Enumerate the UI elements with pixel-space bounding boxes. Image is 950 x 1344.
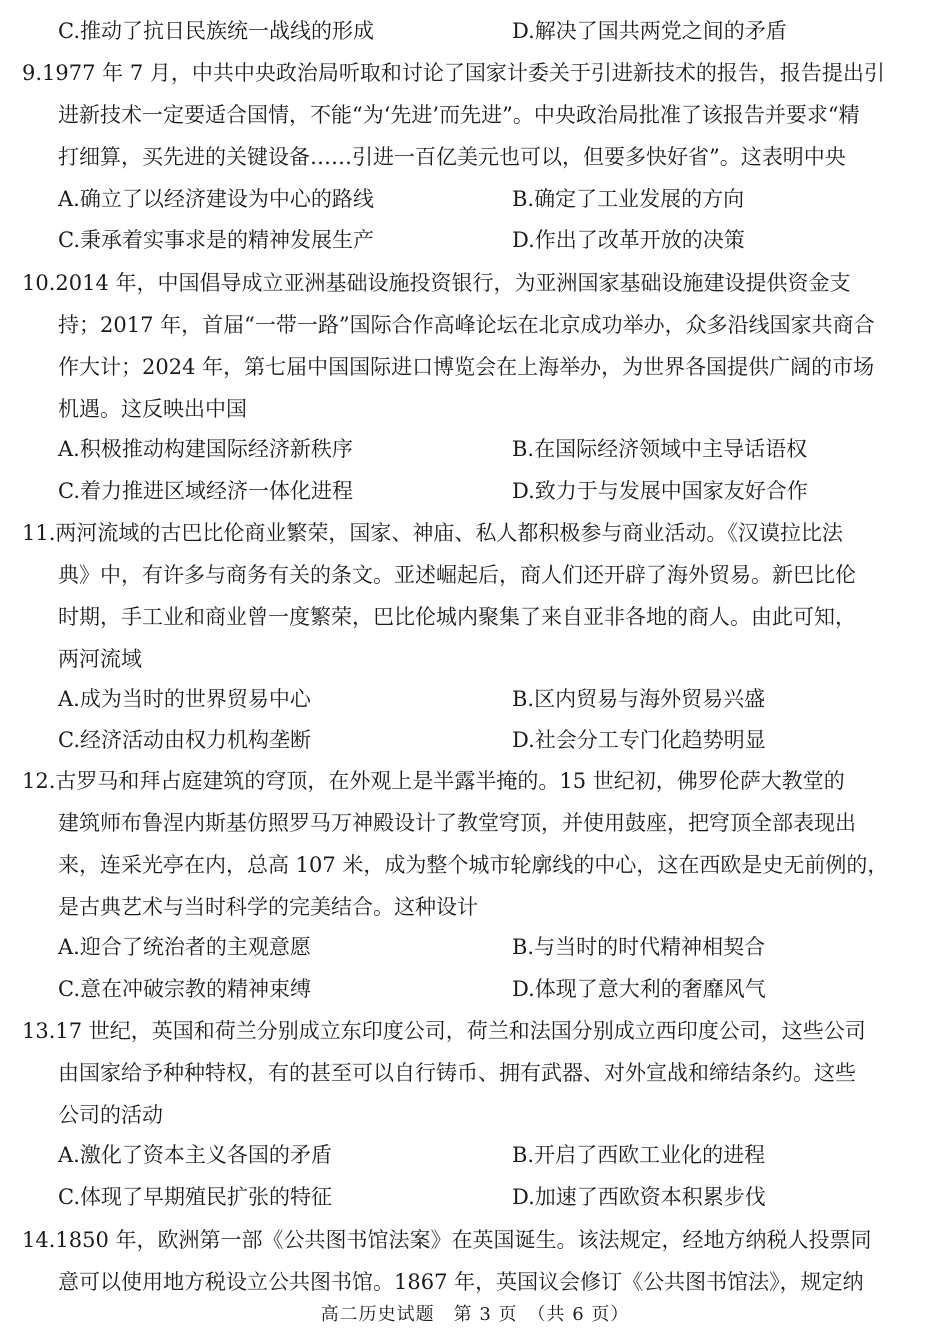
q9-option-d: D.作出了改革开放的决策 [512,228,745,252]
q11-option-d: D.社会分工专门化趋势明显 [512,728,766,752]
q10-option-a: A.积极推动构建国际经济新秩序 [58,437,353,461]
q13-stem-line-2: 由国家给予种种特权，有的甚至可以自行铸币、拥有武器、对外宣战和缔结条约。这些 [58,1061,856,1085]
page-footer: 高二历史试题 第 3 页 （共 6 页） [320,1304,630,1325]
q13-option-a: A.激化了资本主义各国的矛盾 [58,1143,332,1167]
q8-option-d: D.解决了国共两党之间的矛盾 [512,19,787,43]
q9-option-a: A.确立了以经济建设为中心的路线 [58,187,374,211]
q10-stem-line-3: 作大计；2024 年，第七届中国国际进口博览会在上海举办，为世界各国提供广阔的市场 [58,355,875,379]
q10-stem-line-4: 机遇。这反映出中国 [58,397,247,421]
q8-option-c: C.推动了抗日民族统一战线的形成 [58,19,374,43]
q13-option-b: B.开启了西欧工业化的进程 [512,1143,766,1167]
q11-option-a: A.成为当时的世界贸易中心 [58,687,311,711]
q9-stem-line-2: 进新技术一定要适合国情，不能“为‘先进’而先进”。中央政治局批准了该报告并要求“精 [58,103,860,127]
q10-stem-line-1: 10.2014 年，中国倡导成立亚洲基础设施投资银行，为亚洲国家基础设施建设提供资金支 [22,271,851,295]
q11-option-c: C.经济活动由权力机构垄断 [58,728,311,752]
q11-option-b: B.区内贸易与海外贸易兴盛 [512,687,766,711]
q10-option-b: B.在国际经济领域中主导话语权 [512,437,808,461]
q9-option-c: C.秉承着实事求是的精神发展生产 [58,228,374,252]
q14-stem-line-1: 14.1850 年，欧洲第一部《公共图书馆法案》在英国诞生。该法规定，经地方纳税人投票同 [22,1228,872,1252]
q13-stem-line-3: 公司的活动 [58,1103,163,1127]
q11-stem-line-1: 11.两河流域的古巴比伦商业繁荣，国家、神庙、私人都积极参与商业活动。《汉谟拉比法 [22,521,843,545]
q9-stem-line-3: 打细算，买先进的关键设备……引进一百亿美元也可以，但要多快好省”。这表明中央 [58,145,846,169]
q11-stem-line-3: 时期，手工业和商业曾一度繁荣，巴比伦城内聚集了来自亚非各地的商人。由此可知， [58,605,856,629]
q10-stem-line-2: 持；2017 年，首届“一带一路”国际合作高峰论坛在北京成功举办，众多沿线国家共商合 [58,313,875,337]
q11-stem-line-2: 典》中，有许多与商务有关的条文。亚述崛起后，商人们还开辟了海外贸易。新巴比伦 [58,563,856,587]
q12-option-a: A.迎合了统治者的主观意愿 [58,935,311,959]
q13-option-c: C.体现了早期殖民扩张的特征 [58,1185,332,1209]
q12-stem-line-3: 来，连采光亭在内，总高 107 米，成为整个城市轮廓线的中心，这在西欧是史无前例的， [58,853,889,877]
q10-option-c: C.着力推进区域经济一体化进程 [58,479,353,503]
q12-option-b: B.与当时的时代精神相契合 [512,935,766,959]
q13-stem-line-1: 13.17 世纪，英国和荷兰分别成立东印度公司，荷兰和法国分别成立西印度公司，这些公司 [22,1019,866,1043]
q11-stem-line-4: 两河流域 [58,647,142,671]
q9-stem-line-1: 9.1977 年 7 月，中共中央政治局听取和讨论了国家计委关于引进新技术的报告，报告提出引 [22,61,885,85]
q12-option-d: D.体现了意大利的奢靡风气 [512,977,766,1001]
q13-option-d: D.加速了西欧资本积累步伐 [512,1185,766,1209]
q14-stem-line-2: 意可以使用地方税设立公共图书馆。1867 年，英国议会修订《公共图书馆法》，规定纳 [58,1270,864,1294]
q9-option-b: B.确定了工业发展的方向 [512,187,745,211]
q10-option-d: D.致力于与发展中国家友好合作 [512,479,808,503]
q12-stem-line-4: 是古典艺术与当时科学的完美结合。这种设计 [58,895,478,919]
q12-stem-line-2: 建筑师布鲁涅内斯基仿照罗马万神殿设计了教堂穹顶，并使用鼓座，把穹顶全部表现出 [58,811,856,835]
q12-option-c: C.意在冲破宗教的精神束缚 [58,977,311,1001]
q12-stem-line-1: 12.古罗马和拜占庭建筑的穹顶，在外观上是半露半掩的。15 世纪初，佛罗伦萨大教堂的 [22,769,845,793]
